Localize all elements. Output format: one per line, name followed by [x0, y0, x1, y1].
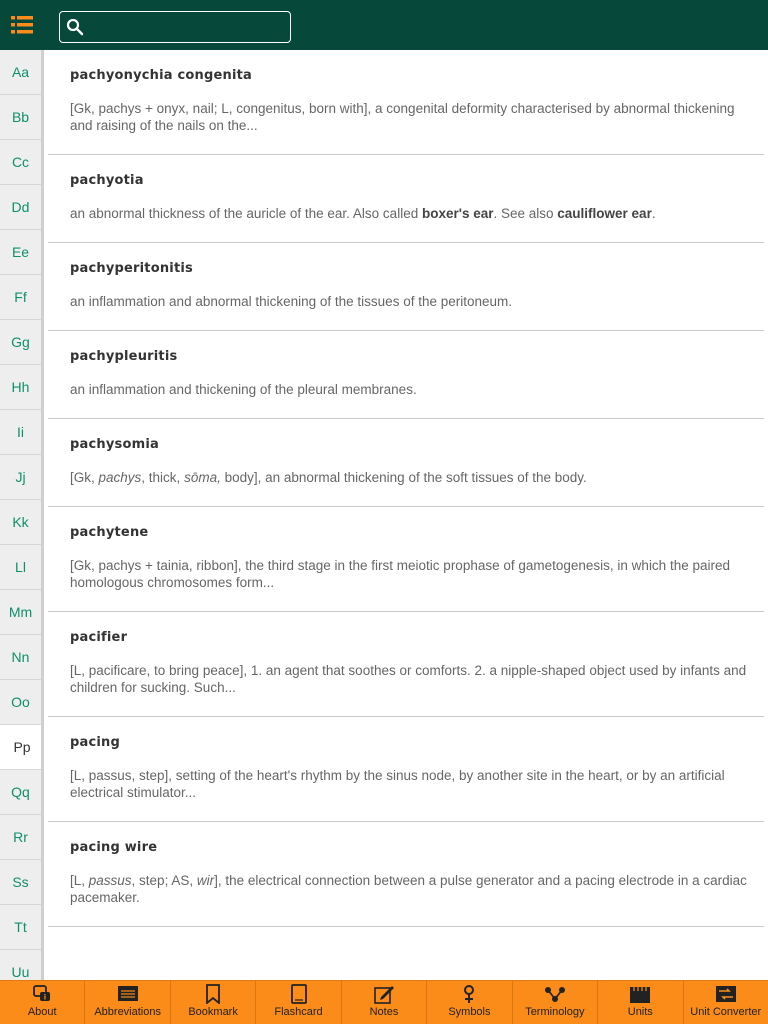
terminology-icon: [544, 984, 566, 1004]
entry-item[interactable]: [48, 717, 764, 822]
definition-fragment: sōma,: [184, 470, 221, 485]
svg-text:i: i: [44, 993, 47, 1002]
letter-index-h[interactable]: Hh: [0, 365, 41, 410]
tab-unit-converter[interactable]: [684, 981, 768, 1024]
bottom-tab-bar: [0, 980, 768, 1024]
letter-index-t[interactable]: Tt: [0, 905, 41, 950]
letter-index-r[interactable]: Rr: [0, 815, 41, 860]
tab-label: Units: [627, 1006, 653, 1018]
tab-symbols[interactable]: [427, 981, 512, 1024]
definition-fragment: , thick,: [141, 470, 185, 485]
search-input[interactable]: [88, 14, 286, 40]
entry-definition: an inflammation and abnormal thickening of the tissues of the peritoneum.: [70, 294, 513, 309]
bookmark-icon: [202, 984, 224, 1004]
menu-list-icon[interactable]: [10, 14, 34, 36]
tab-notes[interactable]: [342, 981, 427, 1024]
entry-term: pachyonychia congenita: [70, 68, 253, 83]
definition-fragment: pachys: [98, 470, 142, 485]
definition-fragment: .: [651, 206, 656, 221]
entry-definition: [L, passus, step], setting of the heart's rhythm by the sinus node, by another site in the heart, or by an artificial electrical stimulator...: [70, 768, 725, 800]
definition-fragment: . See also: [493, 206, 558, 221]
letter-index-a[interactable]: Aa: [0, 50, 41, 95]
entry-term: pachytene: [70, 525, 149, 540]
letter-index-u[interactable]: Uu: [0, 950, 41, 980]
entry-term: pacing wire: [70, 840, 158, 855]
definition-fragment: , step; AS,: [131, 873, 197, 888]
entry-term: pacifier: [70, 630, 128, 645]
definition-fragment: passus: [88, 873, 132, 888]
entry-item[interactable]: [48, 50, 764, 155]
letter-index-c[interactable]: Cc: [0, 140, 41, 185]
letter-index-f[interactable]: Ff: [0, 275, 41, 320]
entry-term: pachysomia: [70, 437, 159, 452]
entry-definition: [70, 205, 764, 222]
entry-item[interactable]: [48, 155, 764, 243]
tab-label: Flashcard: [274, 1006, 323, 1018]
definition-fragment: [Gk,: [70, 470, 99, 485]
entry-definition: [Gk, pachys + onyx, nail; L, congenitus, born with], a congenital deformity characterised by abnormal thickening and raising of the nails on the...: [70, 101, 735, 133]
tab-bookmark[interactable]: [171, 981, 256, 1024]
unit-converter-icon: [715, 984, 737, 1004]
search-box[interactable]: [59, 11, 291, 43]
top-bar: [0, 0, 768, 50]
tab-label: Unit Converter: [690, 1006, 762, 1018]
entry-definition: [70, 469, 764, 486]
letter-index-e[interactable]: Ee: [0, 230, 41, 275]
letter-index-o[interactable]: Oo: [0, 680, 41, 725]
tab-units[interactable]: [598, 981, 683, 1024]
tab-label: Symbols: [448, 1006, 491, 1018]
definition-fragment: boxer's ear: [421, 206, 494, 221]
letter-index-k[interactable]: Kk: [0, 500, 41, 545]
letter-index-l[interactable]: Ll: [0, 545, 41, 590]
definition-fragment: ], the electrical connection between a pulse generator and a pacing electrode in a cardiac pacemaker.: [70, 873, 747, 905]
abbreviations-icon: [117, 984, 139, 1004]
entry-item[interactable]: [48, 822, 764, 927]
entry-term: pacing: [70, 735, 121, 750]
definition-fragment: an abnormal thickness of the auricle of the ear. Also called: [70, 206, 422, 221]
entry-term: pachyotia: [70, 173, 144, 188]
units-icon: [629, 984, 651, 1004]
alphabet-sidebar: [0, 50, 44, 980]
entry-item[interactable]: [48, 419, 764, 507]
definition-fragment: body], an abnormal thickening of the soft tissues of the body.: [220, 470, 587, 485]
tab-label: Bookmark: [188, 1006, 238, 1018]
search-icon: [66, 18, 84, 36]
entry-term: pachypleuritis: [70, 349, 178, 364]
letter-index-j[interactable]: Jj: [0, 455, 41, 500]
entry-term: pachyperitonitis: [70, 261, 193, 276]
letter-index-b[interactable]: Bb: [0, 95, 41, 140]
letter-index-m[interactable]: Mm: [0, 590, 41, 635]
entry-list: [48, 50, 764, 980]
symbols-icon: [458, 984, 480, 1004]
letter-index-q[interactable]: Qq: [0, 770, 41, 815]
letter-index-n[interactable]: Nn: [0, 635, 41, 680]
letter-index-g[interactable]: Gg: [0, 320, 41, 365]
definition-fragment: [L,: [70, 873, 89, 888]
entry-definition: [Gk, pachys + tainia, ribbon], the third stage in the first meiotic prophase of gametogenesis, in which the paired homologous chromosomes form...: [70, 558, 730, 590]
tab-abbreviations[interactable]: [85, 981, 170, 1024]
tab-label: Terminology: [525, 1006, 585, 1018]
entry-definition: [70, 872, 764, 906]
letter-index-p[interactable]: Pp: [0, 725, 44, 770]
tab-label: About: [27, 1006, 57, 1018]
entry-item[interactable]: [48, 612, 764, 717]
about-icon: [31, 984, 53, 1004]
tab-label: Abbreviations: [94, 1006, 161, 1018]
tab-label: Notes: [369, 1006, 399, 1018]
definition-fragment: wir: [196, 873, 215, 888]
tab-about[interactable]: [0, 981, 85, 1024]
letter-index-d[interactable]: Dd: [0, 185, 41, 230]
letter-index-s[interactable]: Ss: [0, 860, 41, 905]
definition-fragment: cauliflower ear: [557, 206, 652, 221]
entry-item[interactable]: [48, 243, 764, 331]
entry-item[interactable]: [48, 507, 764, 612]
flashcard-icon: [288, 984, 310, 1004]
entry-definition: an inflammation and thickening of the pleural membranes.: [70, 382, 417, 397]
tab-flashcard[interactable]: [256, 981, 341, 1024]
entry-definition: [L, pacificare, to bring peace], 1. an agent that soothes or comforts. 2. a nipple-shaped object used by infants and children for sucking. Such...: [70, 663, 747, 695]
entry-item[interactable]: [48, 331, 764, 419]
letter-index-i[interactable]: Ii: [0, 410, 41, 455]
tab-terminology[interactable]: [513, 981, 598, 1024]
notes-icon: [373, 984, 395, 1004]
